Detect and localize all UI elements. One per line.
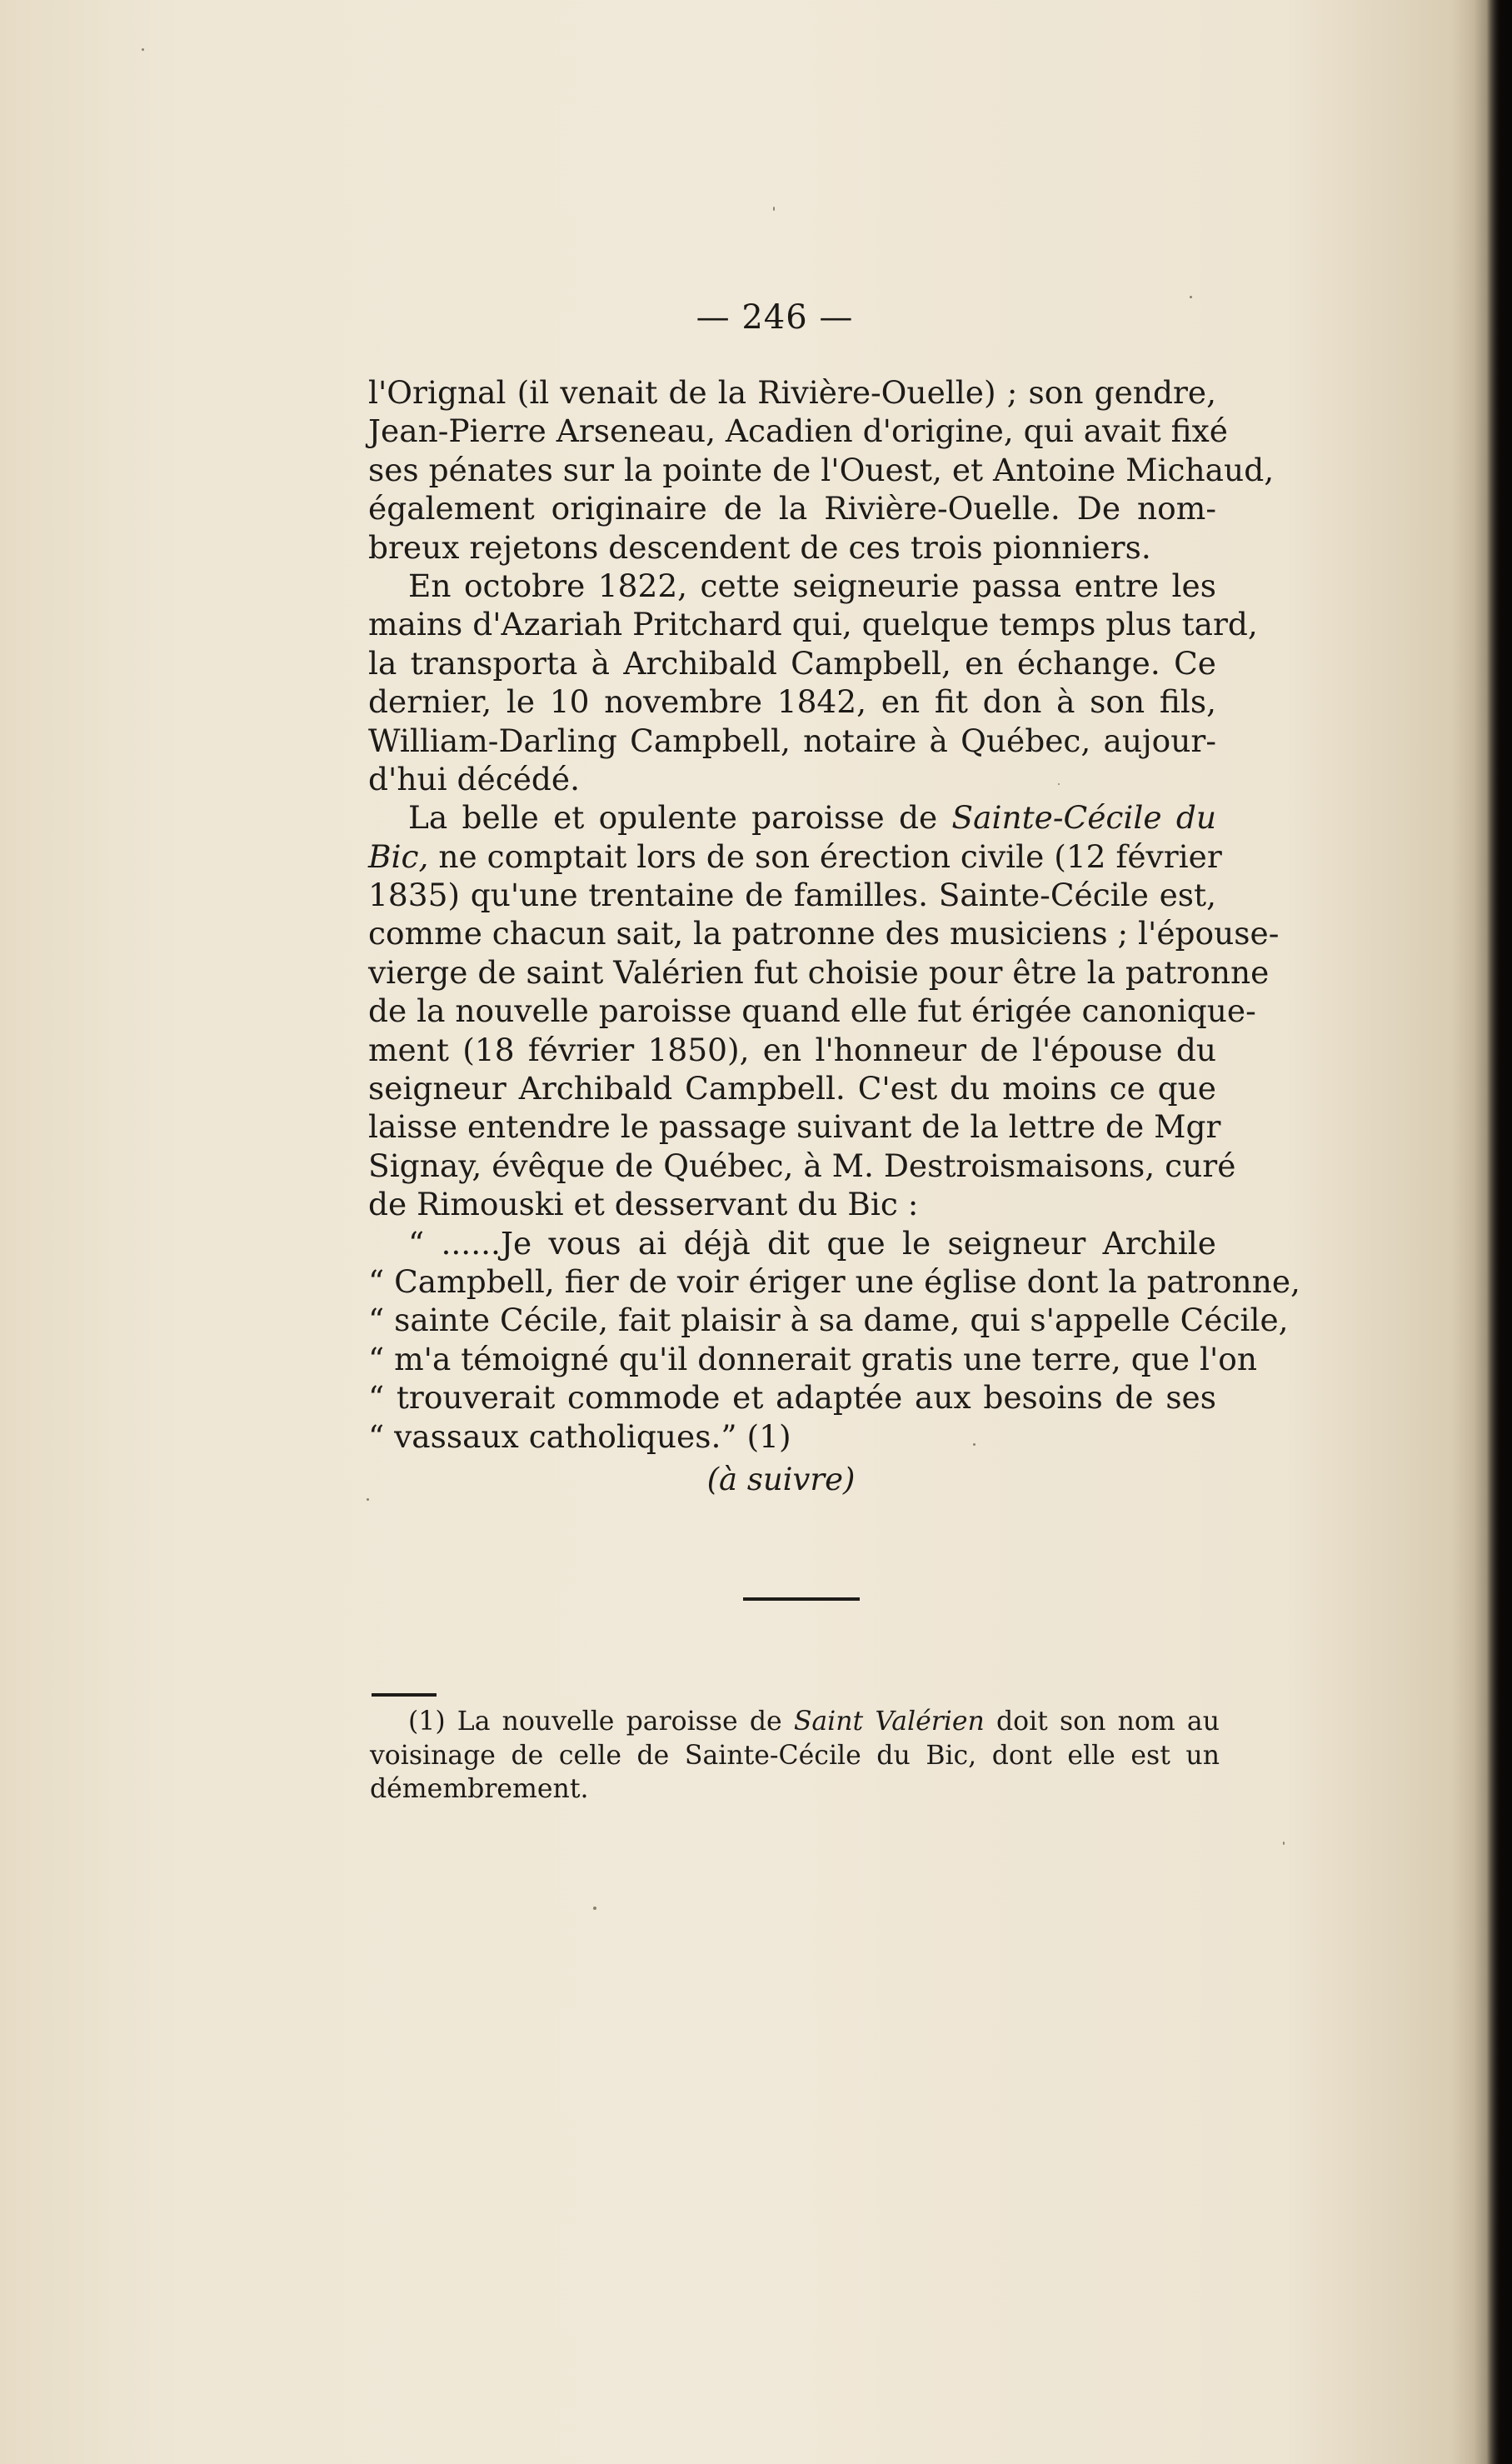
text-run: doit son nom au [984,1707,1220,1737]
text-line: d'hui décédé. [368,760,581,797]
text-run: La belle et opulente paroisse de [408,799,952,837]
text-line: Jean-Pierre Arseneau, Acadien d'origine, qui avait fixé [368,412,1228,450]
text-line: En octobre 1822, cette seigneurie passa entre les [408,567,1216,604]
footnote-marker: (1) [408,1707,446,1737]
text-line: breux rejetons descendent de ces trois pionniers. [368,528,1151,566]
text-line: ses pénates sur la pointe de l'Ouest, et Antoine Michaud, [368,451,1275,488]
quote-line: “ sainte Cécile, fait plaisir à sa dame, qui s'appelle Cécile, [368,1302,1289,1339]
binding-gutter-shadow [1474,0,1512,2464]
text-line: 1835) qu'une trentaine de familles. Sainte-Cécile est, [368,877,1216,914]
text-line: William-Darling Campbell, notaire à Québec, aujour- [368,722,1216,759]
italic-parish-name: Bic, [368,837,429,875]
footnote-rule [372,1693,437,1697]
text-line: de Rimouski et desservant du Bic : [368,1186,919,1223]
text-line: Signay, évêque de Québec, à M. Destroismaisons, curé [368,1147,1236,1184]
text-line [368,837,1222,876]
continuation-note: (à suivre) [706,1462,856,1497]
section-end-rule [743,1597,860,1601]
quote-line: “ trouverait commode et adaptée aux besoins de ses [368,1379,1216,1417]
text-line: mains d'Azariah Pritchard qui, quelque temps plus tard, [368,606,1258,643]
page-number: — 246 — [696,298,854,337]
quote-line: “ vassaux catholiques.” (1) [368,1417,791,1455]
footnote-line: voisinage de celle de Sainte-Cécile du Bic, dont elle est un [370,1740,1220,1771]
quote-line: “ m'a témoigné qu'il donnerait gratis une terre, que l'on [368,1340,1257,1377]
text-line: vierge de saint Valérien fut choisie pour être la patronne [368,953,1270,991]
italic-parish-name: Saint Valérien [793,1707,985,1737]
text-line: la transporta à Archibald Campbell, en échange. Ce [368,644,1216,682]
footnote-line [370,1705,1220,1739]
text-run: La nouvelle paroisse de [445,1707,794,1737]
text-line: seigneur Archibald Campbell. C'est du moins ce que [368,1070,1216,1107]
footnote [370,1705,1220,1807]
text-line: laisse entendre le passage suivant de la lettre de Mgr [368,1108,1221,1146]
text-line: ment (18 février 1850), en l'honneur de l'épouse du [368,1031,1216,1068]
quote-line: “ ......Je vous ai déjà dit que le seigneur Archile [408,1224,1216,1262]
text-line: l'Orignal (il venait de la Rivière-Ouelle) ; son gendre, [368,374,1216,411]
footnote-line: démembrement. [370,1774,589,1804]
quote-line: “ Campbell, fier de voir ériger une église dont la patronne, [368,1262,1300,1300]
text-line [368,798,1216,837]
text-line: de la nouvelle paroisse quand elle fut érigée canonique- [368,992,1256,1030]
text-run: ne comptait lors de son érection civile (12 février [428,837,1222,875]
body-text [368,373,1300,1456]
text-line: également originaire de la Rivière-Ouelle. De nom- [368,490,1216,527]
text-line: dernier, le 10 novembre 1842, en fit don à son fils, [368,683,1216,721]
text-line: comme chacun sait, la patronne des musiciens ; l'épouse- [368,915,1280,952]
italic-parish-name: Sainte-Cécile du [951,799,1216,837]
